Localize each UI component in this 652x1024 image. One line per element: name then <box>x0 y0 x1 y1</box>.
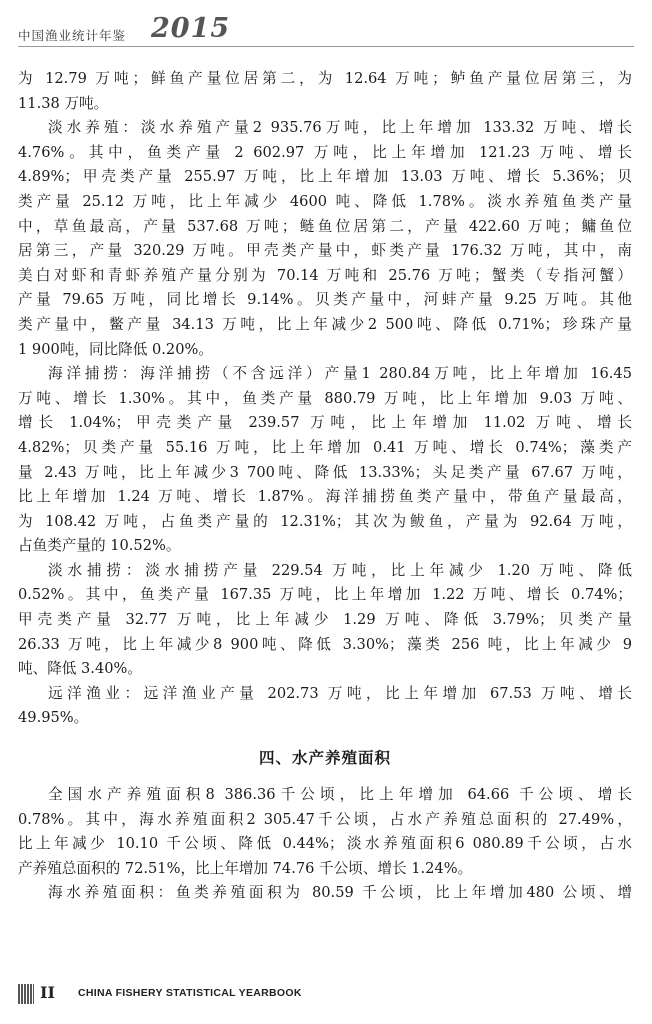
publication-year: 2015 <box>151 13 231 44</box>
text-line: 万吨、增长 1.30%。其中，鱼类产量 880.79 万吨，比上年增加 9.03 万吨、 <box>18 389 632 407</box>
text-line: 甲壳类产量 32.77 万吨，比上年减少 1.29 万吨、降低 3.79%；贝类产量 <box>18 611 632 629</box>
body-text <box>18 67 632 906</box>
text-line: 0.52%。其中，鱼类产量 167.35 万吨，比上年增加 1.22 万吨、增长 0.74%； <box>18 586 632 604</box>
text-line: 海水养殖面积：鱼类养殖面积为 80.59 千公顷，比上年增加480 公顷、增 <box>48 884 632 902</box>
text-line: 远洋渔业：远洋渔业产量 202.73 万吨，比上年增加 67.53 万吨、增长 <box>48 684 632 702</box>
text-block-production <box>18 67 632 731</box>
text-line: 0.78%。其中，海水养殖面积2 305.47千公顷，占水产养殖总面积的 27.49%， <box>18 810 632 828</box>
text-line: 类产量 25.12 万吨，比上年减少 4600 吨、降低 1.78%。淡水养殖鱼类产量 <box>18 192 632 210</box>
text-line: 1 900吨，同比降低 0.20%。 <box>18 340 213 358</box>
text-line: 类产量中，鳖产量 34.13 万吨，比上年减少2 500吨、降低 0.71%；珍珠产量 <box>18 315 632 333</box>
text-line: 增长 1.04%；甲壳类产量 239.57 万吨，比上年增加 11.02 万吨、增长 <box>18 414 632 432</box>
text-line: 产量 79.65 万吨，同比增长 9.14%。贝类产量中，河蚌产量 9.25 万吨。其他 <box>18 291 632 309</box>
text-line: 4.76%。其中，鱼类产量 2 602.97 万吨，比上年增加 121.23 万吨、增长 <box>18 143 632 161</box>
section-heading: 四、水产养殖面积 <box>258 749 391 768</box>
text-line: 49.95%。 <box>18 709 89 727</box>
text-line: 吨、降低 3.40%。 <box>18 660 142 678</box>
page-number: II <box>40 983 55 1002</box>
text-line: 4.89%；甲壳类产量 255.97 万吨，比上年增加 13.03 万吨、增长 5.36%；贝 <box>18 168 632 186</box>
text-line: 海洋捕捞：海洋捕捞（不含远洋）产量1 280.84万吨，比上年增加 16.45 <box>48 365 632 383</box>
text-line: 为 108.42 万吨，占鱼类产量的 12.31%；其次为鲅鱼，产量为 92.64 万吨， <box>18 512 632 530</box>
barcode-stripe-icon <box>18 984 34 1004</box>
text-line: 26.33 万吨，比上年减少8 900吨、降低 3.30%；藻类 256 吨，比上年减少 9 <box>18 635 632 653</box>
text-line: 4.82%；贝类产量 55.16 万吨，比上年增加 0.41 万吨、增长 0.74%；藻类产 <box>18 438 632 456</box>
text-line: 美白对虾和青虾养殖产量分别为 70.14 万吨和 25.76 万吨；蟹类（专指河蟹） <box>18 266 632 284</box>
text-line: 为 12.79 万吨；鲜鱼产量位居第二，为 12.64 万吨；鲈鱼产量位居第三，为 <box>18 70 632 87</box>
page-footer <box>18 982 634 1006</box>
footer-title: CHINA FISHERY STATISTICAL YEARBOOK <box>78 987 302 999</box>
text-block-aquaculture-area <box>18 783 632 906</box>
text-line: 中，草鱼最高，产量 537.68 万吨；鲢鱼位居第二，产量 422.60 万吨；鳙鱼位 <box>18 217 632 235</box>
text-line: 比上年减少 10.10 千公顷、降低 0.44%；淡水养殖面积6 080.89千公顷，占水 <box>18 835 632 853</box>
page-header <box>18 12 634 47</box>
text-line: 全国水产养殖面积8 386.36千公顷，比上年增加 64.66 千公顷、增长 <box>48 786 632 804</box>
text-line: 淡水捕捞：淡水捕捞产量 229.54 万吨，比上年减少 1.20 万吨、降低 <box>48 561 632 579</box>
text-line: 占鱼类产量的 10.52%。 <box>18 537 181 555</box>
publication-name: 中国渔业统计年鉴 <box>18 28 127 43</box>
text-line: 淡水养殖：淡水养殖产量2 935.76万吨，比上年增加 133.32 万吨、增长 <box>48 119 632 137</box>
text-line: 比上年增加 1.24 万吨、增长 1.87%。海洋捕捞鱼类产量中，带鱼产量最高， <box>18 488 632 506</box>
text-line: 居第三，产量 320.29 万吨。甲壳类产量中，虾类产量 176.32 万吨，其中，南 <box>18 242 632 260</box>
text-line: 产养殖总面积的 72.51%，比上年增加 74.76 千公顷、增长 1.24%。 <box>18 859 473 877</box>
text-line: 11.38 万吨。 <box>18 94 109 112</box>
text-line: 量 2.43 万吨，比上年减少3 700吨、降低 13.33%；头足类产量 67.67 万吨， <box>18 463 632 481</box>
